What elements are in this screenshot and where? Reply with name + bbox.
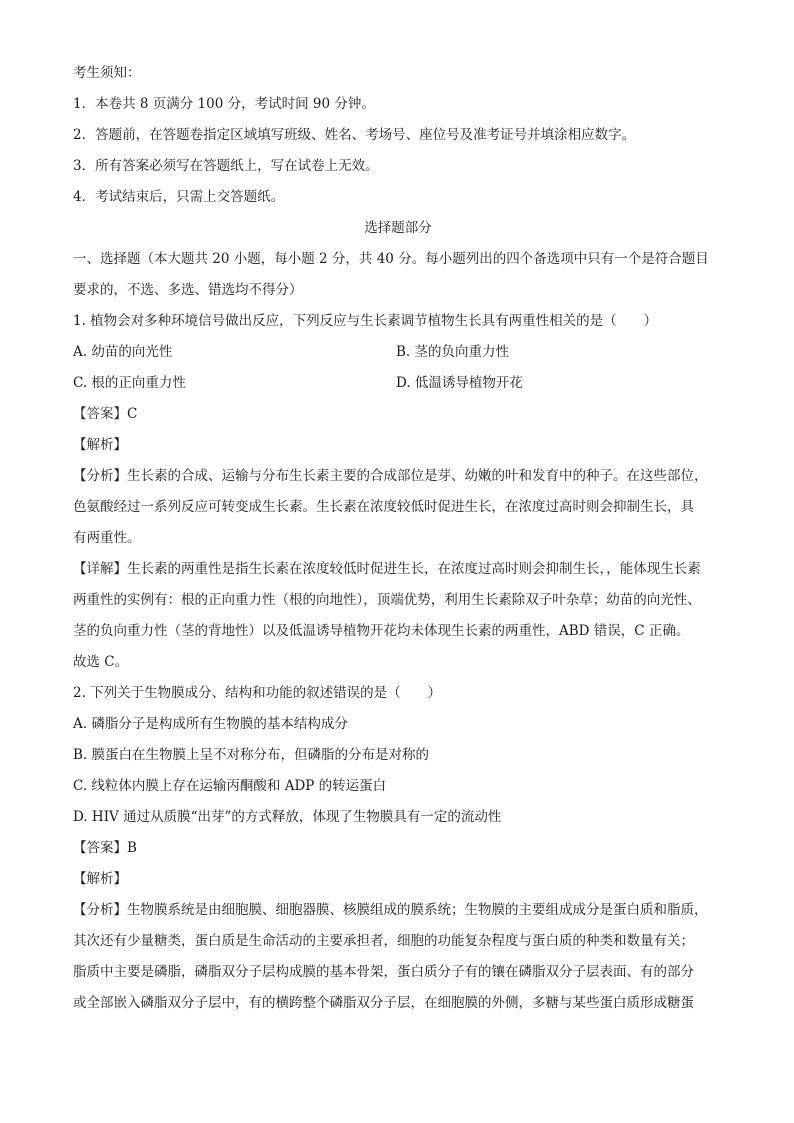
q1-fenxi-line-1 bbox=[73, 461, 723, 492]
notice-item-2: 2．答题前，在答题卷指定区域填写班级、姓名、考场号、座位号及准考证号并填涂相应数字。 bbox=[73, 127, 636, 143]
q1-fenxi-text-1: 生长素的合成、运输与分布生长素主要的合成部位是芽、幼嫩的叶和发育中的种子。在这些部位， bbox=[127, 468, 708, 484]
q1-answer-value: C bbox=[127, 406, 138, 422]
q1-answer bbox=[73, 399, 723, 430]
q2-fenxi-line-1 bbox=[73, 895, 723, 926]
q1-xiangjie-tag: 【详解】 bbox=[73, 561, 127, 577]
q2-option-a: A. 磷脂分子是构成所有生物膜的基本结构成分 bbox=[73, 716, 348, 732]
notice-item-3: 3．所有答案必须写在答题纸上，写在试卷上无效。 bbox=[73, 158, 379, 174]
q1-conclusion: 故选 C。 bbox=[73, 654, 129, 670]
q2-stem: 2. 下列关于生物膜成分、结构和功能的叙述错误的是（ ） bbox=[73, 685, 442, 701]
q1-xiangjie-line-2: 两重性的实例有：根的正向重力性（根的向地性），顶端优势，利用生长素除双子叶杂草；幼苗的向光性、 bbox=[73, 592, 701, 608]
q1-option-a: A. 幼苗的向光性 bbox=[73, 344, 173, 360]
q2-option-d: D. HIV 通过从质膜“出芽”的方式释放，体现了生物膜具有一定的流动性 bbox=[73, 809, 502, 825]
notice-title: 考生须知： bbox=[73, 65, 141, 81]
notice-item-1: 1．本卷共 8 页满分 100 分，考试时间 90 分钟。 bbox=[73, 96, 375, 112]
section-title: 选择题部分 bbox=[364, 220, 432, 236]
q1-option-c: C. 根的正向重力性 bbox=[73, 375, 186, 391]
q1-xiangjie-text-1: 生长素的两重性是指生长素在浓度较低时促进生长，在浓度过高时则会抑制生长，，能体现生长素 bbox=[127, 561, 701, 577]
q1-options-row-1 bbox=[73, 337, 723, 368]
q2-answer bbox=[73, 833, 723, 864]
q2-analysis-tag: 【解析】 bbox=[73, 871, 127, 887]
q1-option-d: D. 低温诱导植物开花 bbox=[396, 375, 523, 391]
instructions-line-1: 一、选择题（本大题共 20 小题，每小题 2 分，共 40 分。每小题列出的四个备选项中只有一个是符合题目 bbox=[73, 251, 709, 267]
q2-fenxi-line-2: 其次还有少量糖类，蛋白质是生命活动的主要承担者，细胞的功能复杂程度与蛋白质的种类和数量有关； bbox=[73, 933, 694, 949]
q1-options-row-2 bbox=[73, 368, 723, 399]
q1-option-b: B. 茎的负向重力性 bbox=[396, 344, 510, 360]
q2-fenxi-text-1: 生物膜系统是由细胞膜、细胞器膜、核膜组成的膜系统；生物膜的主要组成成分是蛋白质和脂质， bbox=[127, 902, 708, 918]
q2-answer-value: B bbox=[127, 840, 137, 856]
q1-fenxi-tag: 【分析】 bbox=[73, 468, 127, 484]
notice-item-4: 4．考试结束后，只需上交答题纸。 bbox=[73, 189, 285, 205]
q1-fenxi-line-2: 色氨酸经过一系列反应可转变成生长素。生长素在浓度较低时促进生长，在浓度过高时则会抑制生长，具 bbox=[73, 499, 694, 515]
exam-page bbox=[73, 58, 723, 1019]
q2-option-b: B. 膜蛋白在生物膜上呈不对称分布，但磷脂的分布是对称的 bbox=[73, 747, 430, 763]
q2-fenxi-line-4: 或全部嵌入磷脂双分子层中，有的横跨整个磷脂双分子层，在细胞膜的外侧，多糖与某些蛋白质形成糖蛋 bbox=[73, 995, 694, 1011]
q1-answer-tag: 【答案】 bbox=[73, 406, 127, 422]
q1-analysis-tag: 【解析】 bbox=[73, 437, 127, 453]
q1-xiangjie-line-1 bbox=[73, 554, 723, 585]
q2-fenxi-tag: 【分析】 bbox=[73, 902, 127, 918]
q1-fenxi-line-3: 有两重性。 bbox=[73, 530, 141, 546]
q1-xiangjie-line-3: 茎的负向重力性（茎的背地性）以及低温诱导植物开花均未体现生长素的两重性，ABD 错误，C 正确。 bbox=[73, 623, 690, 639]
q1-stem: 1. 植物会对多种环境信号做出反应，下列反应与生长素调节植物生长具有两重性相关的是（ ） bbox=[73, 313, 658, 329]
q2-answer-tag: 【答案】 bbox=[73, 840, 127, 856]
instructions-line-2: 要求的，不选、多选、错选均不得分） bbox=[73, 282, 303, 298]
q2-fenxi-line-3: 脂质中主要是磷脂，磷脂双分子层构成膜的基本骨架，蛋白质分子有的镶在磷脂双分子层表面、有的部分 bbox=[73, 964, 694, 980]
q2-option-c: C. 线粒体内膜上存在运输丙酮酸和 ADP 的转运蛋白 bbox=[73, 778, 387, 794]
